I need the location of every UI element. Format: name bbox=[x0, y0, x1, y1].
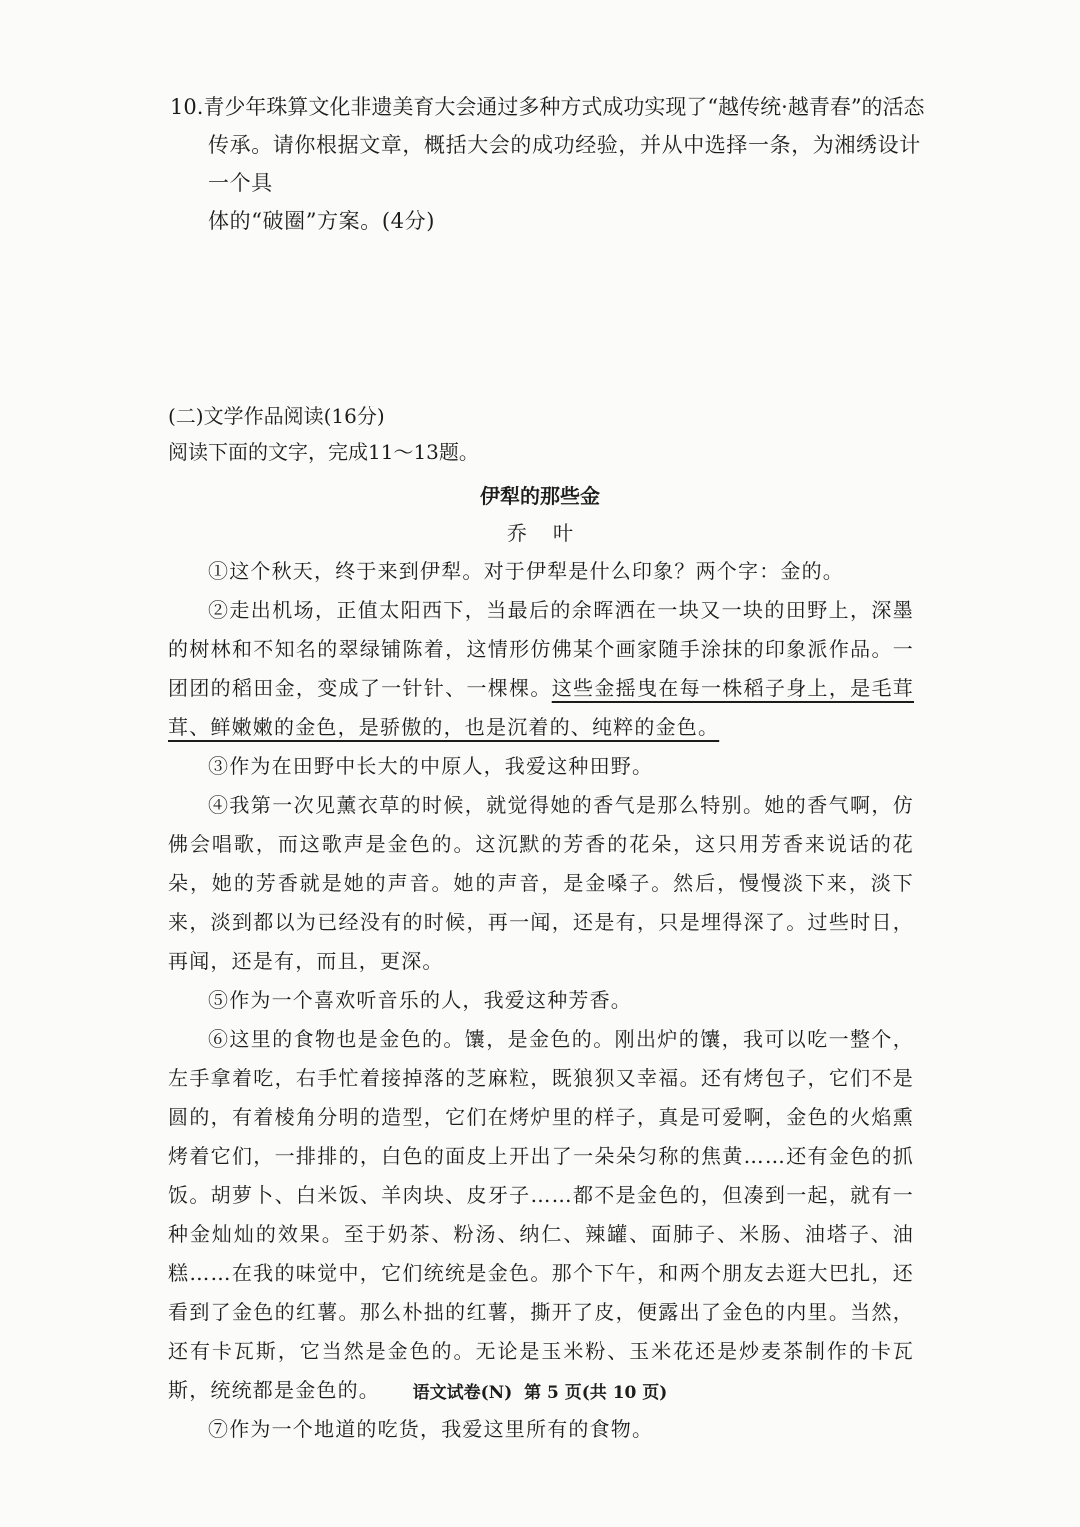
paragraph-5: ⑤作为一个喜欢听音乐的人，我爱这种芳香。 bbox=[208, 988, 632, 1012]
paragraph-2: ②走出机场，正值太阳西下，当最后的余晖洒在一块又一块的田野上，深墨的树林和不知名的翠绿铺陈着，这情形仿佛某个画家随手涂抹的印象派作品。一团团的稻田金，变成了一针针、一棵棵。这些金摇曳在每一株稻子身上，是毛茸茸、鲜嫩嫩的金色，是骄傲的，也是沉着的、纯粹的金色。 bbox=[168, 598, 914, 739]
question-10 bbox=[170, 88, 930, 240]
article-body bbox=[168, 552, 914, 1449]
page-footer: 语文试卷(N) 第 5 页(共 10 页) bbox=[412, 1383, 668, 1403]
question-10-line-2: 传承。请你根据文章，概括大会的成功经验，并从中选择一条，为湘绣设计一个具 bbox=[208, 133, 921, 195]
article-author: 乔叶 bbox=[507, 521, 599, 545]
question-10-line-1: 10.青少年珠算文化非遗美育大会通过多种方式成功实现了“越传统·越青春”的活态 bbox=[170, 95, 925, 119]
question-number: 10. bbox=[170, 95, 204, 119]
paragraph-3: ③作为在田野中长大的中原人，我爱这种田野。 bbox=[208, 754, 654, 778]
article-title: 伊犁的那些金 bbox=[480, 484, 600, 508]
paragraph-4: ④我第一次见薰衣草的时候，就觉得她的香气是那么特别。她的香气啊，仿佛会唱歌，而这歌声是金色的。这沉默的芳香的花朵，这只用芳香来说话的花朵，她的芳香就是她的声音。她的声音，是金嗓子。然后，慢慢淡下来，淡下来，淡到都以为已经没有的时候，再一闻，还是有，只是埋得深了。过些时日，再闻，还是有，而且，更深。 bbox=[168, 793, 914, 973]
paragraph-1: ①这个秋天，终于来到伊犁。对于伊犁是什么印象？两个字：金的。 bbox=[208, 559, 844, 583]
section-heading: (二)文学作品阅读(16分) bbox=[168, 404, 385, 428]
reading-instruction: 阅读下面的文字，完成11～13题。 bbox=[168, 440, 479, 464]
paragraph-7: ⑦作为一个地道的吃货，我爱这里所有的食物。 bbox=[208, 1417, 654, 1441]
question-10-line-3: 体的“破圈”方案。(4分) bbox=[208, 209, 436, 233]
underlined-sentence: 这些金摇曳在每一株稻子身上，是毛茸茸、鲜嫩嫩的金色，是骄傲的，也是沉着的、纯粹的金色。 bbox=[168, 676, 914, 739]
paragraph-6: ⑥这里的食物也是金色的。馕，是金色的。刚出炉的馕，我可以吃一整个，左手拿着吃，右手忙着接掉落的芝麻粒，既狼狈又幸福。还有烤包子，它们不是圆的，有着棱角分明的造型，它们在烤炉里的样子，真是可爱啊，金色的火焰熏烤着它们，一排排的，白色的面皮上开出了一朵朵匀称的焦黄……还有金色的抓饭。胡萝卜、白米饭、羊肉块、皮牙子……都不是金色的，但凑到一起，就有一种金灿灿的效果。至于奶茶、粉汤、纳仁、辣罐、面肺子、米肠、油塔子、油糕……在我的味觉中，它们统统是金色。那个下午，和两个朋友去逛大巴扎，还看到了金色的红薯。那么朴拙的红薯，撕开了皮，便露出了金色的内里。当然，还有卡瓦斯，它当然是金色的。无论是玉米粉、玉米花还是炒麦茶制作的卡瓦斯，统统都是金色的。 bbox=[168, 1027, 914, 1402]
